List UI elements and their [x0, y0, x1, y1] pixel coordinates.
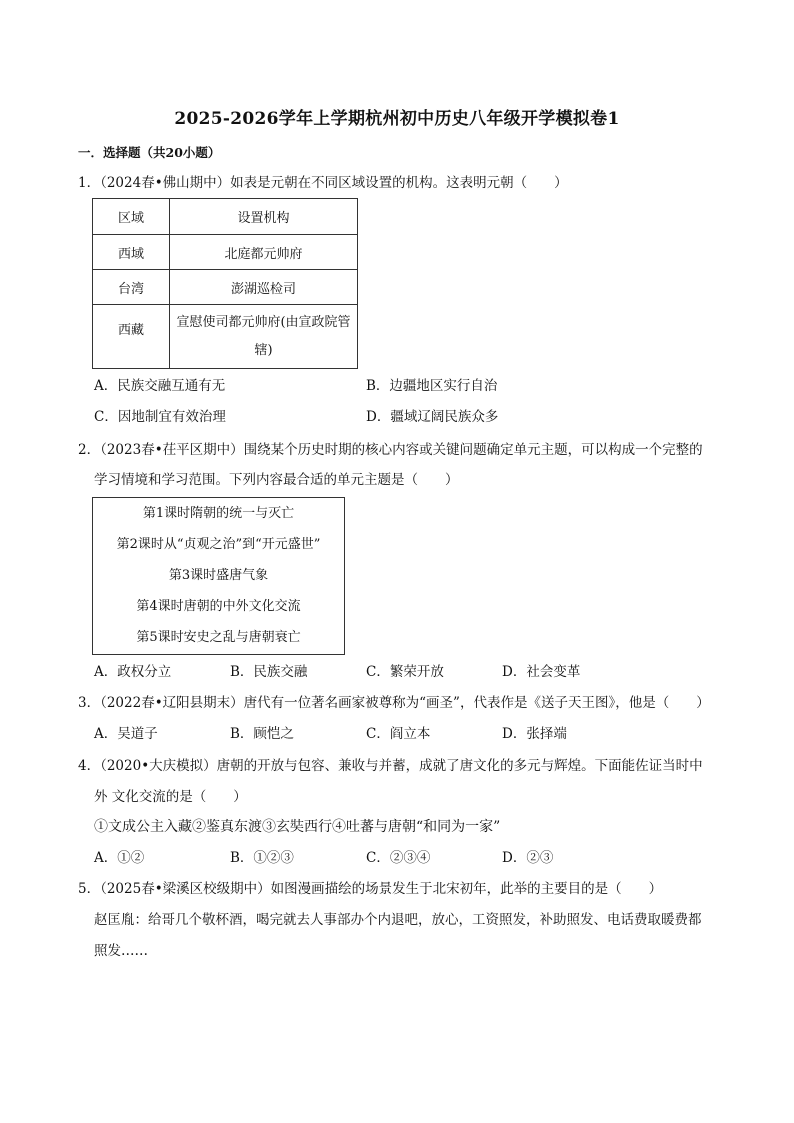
table-row	[93, 305, 358, 369]
option-d[interactable]: D．疆域辽阔民族众多	[366, 409, 499, 425]
option-b[interactable]: B．边疆地区实行自治	[366, 378, 498, 394]
lesson-item: 第5课时安史之乱与唐朝衰亡	[136, 630, 301, 645]
table-cell: 台湾	[93, 270, 170, 305]
question-5-quote: 赵匡胤：给哥几个敬杯酒，喝完就去人事部办个内退吧，放心，工资照发，补助照发、电话费取暖费都	[94, 912, 702, 928]
table-cell-line: 宣慰使司都元帅府(由宣政院管	[176, 314, 351, 330]
option-c[interactable]: C．阎立本	[366, 726, 431, 742]
table-cell: 西藏	[93, 305, 170, 369]
option-d[interactable]: D．张择端	[502, 726, 567, 742]
option-a[interactable]: A．民族交融互通有无	[94, 378, 226, 394]
lesson-item: 第1课时隋朝的统一与灭亡	[142, 506, 295, 521]
table-header-cell: 设置机构	[170, 199, 358, 235]
lesson-item: 第4课时唐朝的中外文化交流	[136, 599, 301, 614]
option-b[interactable]: B．顾恺之	[230, 726, 294, 742]
table-row	[93, 235, 358, 270]
option-b[interactable]: B．民族交融	[230, 664, 308, 680]
table-cell: 澎湖巡检司	[170, 270, 358, 305]
option-a[interactable]: A．政权分立	[94, 664, 172, 680]
option-b[interactable]: B．①②③	[230, 850, 294, 866]
question-4-stem: 4．（2020•大庆模拟）唐朝的开放与包容、兼收与并蓄，成就了唐文化的多元与辉煌。下面能佐证当时中	[78, 758, 703, 774]
lesson-item: 第3课时盛唐气象	[168, 568, 269, 583]
question-2-stem: 2．（2023春•茌平区期中）围绕某个历史时期的核心内容或关键问题确定单元主题，可以构成一个完整的	[78, 442, 703, 458]
question-5-stem: 5．（2025春•梁溪区校级期中）如图漫画描绘的场景发生于北宋初年，此举的主要目的是（ ）	[78, 881, 663, 897]
page-title: 2025-2026学年上学期杭州初中历史八年级开学模拟卷1	[174, 109, 620, 129]
option-d[interactable]: D．社会变革	[502, 664, 581, 680]
section-heading: 一．选择题（共20小题）	[78, 145, 221, 160]
question-3-stem: 3．（2022春•辽阳县期末）唐代有一位著名画家被尊称为“画圣”，代表作是《送子天王图》，他是（ ）	[78, 695, 710, 711]
question-1-table	[92, 198, 358, 369]
question-4-stem-cont: 外 文化交流的是（ ）	[94, 789, 247, 805]
option-a[interactable]: A．吴道子	[94, 726, 158, 742]
option-c[interactable]: C．因地制宜有效治理	[94, 409, 226, 425]
option-c[interactable]: C．繁荣开放	[366, 664, 444, 680]
option-c[interactable]: C．②③④	[366, 850, 431, 866]
table-header-row	[93, 199, 358, 235]
table-header-cell: 区域	[93, 199, 170, 235]
table-cell: 北庭都元帅府	[170, 235, 358, 270]
question-2-stem-cont: 学习情境和学习范围。下列内容最合适的单元主题是（ ）	[94, 472, 459, 488]
table-cell	[170, 305, 358, 369]
table-row	[93, 270, 358, 305]
question-1-stem: 1．（2024春•佛山期中）如表是元朝在不同区域设置的机构。这表明元朝（ ）	[78, 175, 568, 191]
question-5-quote-cont: 照发……	[94, 943, 148, 959]
lesson-item: 第2课时从“贞观之治”到“开元盛世”	[116, 537, 321, 552]
table-cell-line: 辖)	[254, 342, 273, 358]
question-4-items: ①文成公主入藏②鉴真东渡③玄奘西行④吐蕃与唐朝“和同为一家”	[94, 819, 501, 835]
question-2-lesson-box	[92, 497, 345, 655]
table-cell: 西域	[93, 235, 170, 270]
option-d[interactable]: D．②③	[502, 850, 554, 866]
option-a[interactable]: A．①②	[94, 850, 145, 866]
